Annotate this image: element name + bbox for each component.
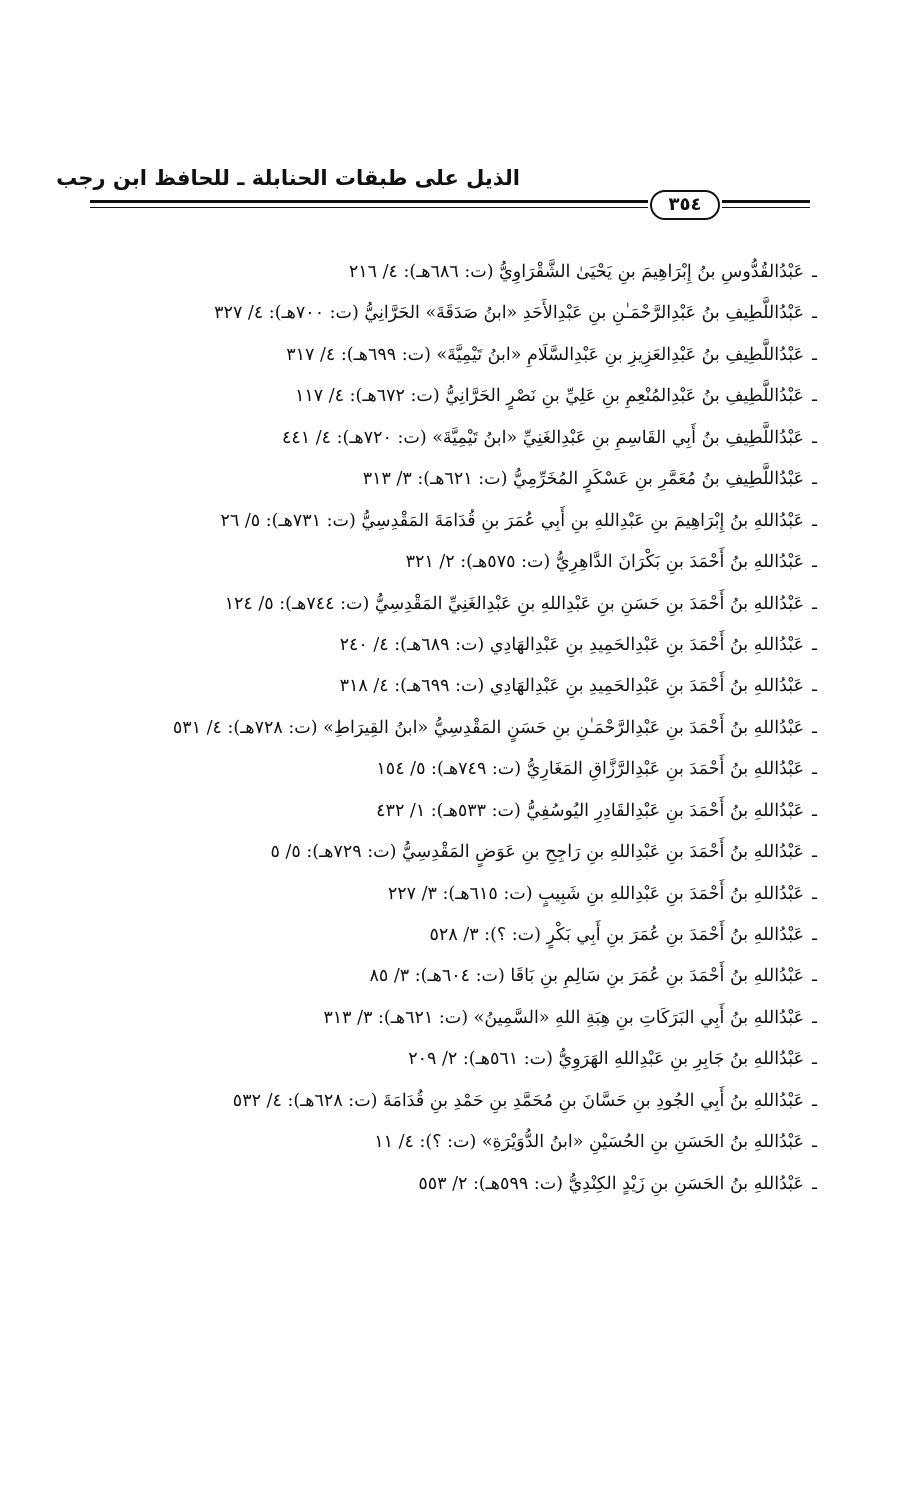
index-entry-list <box>0 252 921 1205</box>
entry-text: عَبْدُاللَّطِيفِ بنُ أَبِي القَاسِمِ بنِ عَبْدِالغَنِيِّ «ابنُ تَيْمِيَّةَ» (ت: ٧٢٠هـ): ٤/ ٤٤١ <box>281 427 805 448</box>
index-entry <box>0 915 921 956</box>
index-entry <box>0 666 921 707</box>
entry-text: عَبْدُاللهِ بنُ أَحْمَدَ بنِ عَبْدِاللهِ بنِ رَاجِحِ بنِ عَوَضٍ المَقْدِسِيُّ (ت: ٧٢٩هـ): ٥/ ٥ <box>270 842 805 863</box>
entry-dash: ـ <box>812 469 817 490</box>
entry-text: عَبْدُاللهِ بنُ أَحْمَدَ بنِ عَبْدِاللهِ بنِ شَبِيبٍ (ت: ٦١٥هـ): ٣/ ٢٢٧ <box>387 883 805 904</box>
entry-text: عَبْدُاللهِ بنُ أَحْمَدَ بنِ عَبْدِالقَادِرِ اليُوسُفِيُّ (ت: ٥٣٣هـ): ١/ ٤٣٢ <box>376 800 805 821</box>
entry-text: عَبْدُاللهِ بنُ الحَسَنِ بنِ زَيْدٍ الكِنْدِيُّ (ت: ٥٩٩هـ): ٢/ ٥٥٣ <box>418 1173 805 1194</box>
index-entry <box>0 293 921 334</box>
index-entry <box>0 335 921 376</box>
entry-dash: ـ <box>812 676 817 697</box>
header-rule-left-thin <box>90 207 648 208</box>
entry-dash: ـ <box>812 386 817 407</box>
entry-dash: ـ <box>812 303 817 324</box>
index-entry <box>0 1081 921 1122</box>
index-entry <box>0 252 921 293</box>
entry-text: عَبْدُاللَّطِيفِ بنُ عَبْدِالعَزِيزِ بنِ عَبْدِالسَّلَامِ «ابنُ تَيْمِيَّةَ» (ت: ٦٩٩هـ): ٤/ ٣١٧ <box>286 344 805 365</box>
index-entry <box>0 376 921 417</box>
entry-text: عَبْدُاللهِ بنُ أَحْمَدَ بنِ عُمَرَ بنِ سَالِمِ بنِ بَاقَا (ت: ٦٠٤هـ): ٣/ ٨٥ <box>369 966 805 987</box>
entry-dash: ـ <box>812 800 817 821</box>
index-entry <box>0 1039 921 1080</box>
entry-dash: ـ <box>812 262 817 282</box>
index-entry <box>0 791 921 832</box>
entry-text: عَبْدُاللهِ بنُ أَبِي الجُودِ بنِ حَسَّانَ بنِ مُحَمَّدِ بنِ حَمْدِ بنِ قُدَامَةَ (ت: ٦٢٨هـ): ٤/ ٥٣٢ <box>232 1090 805 1111</box>
entry-dash: ـ <box>812 1173 817 1194</box>
entry-text: عَبْدُاللهِ بنُ أَحْمَدَ بنِ عُمَرَ بنِ أَبِي بَكْرٍ (ت: ؟): ٣/ ٥٢٨ <box>429 925 805 945</box>
index-entry <box>0 1122 921 1163</box>
entry-text: عَبْدُاللهِ بنُ جَابِرِ بنِ عَبْدِاللهِ الهَرَوِيُّ (ت: ٥٦١هـ): ٢/ ٢٠٩ <box>408 1049 805 1070</box>
entry-text: عَبْدُاللَّطِيفِ بنُ عَبْدِالمُنْعِمِ بنِ عَلِيِّ بنِ نَصْرٍ الحَرَّانِيُّ (ت: ٦٧٢هـ): ٤/ ١١٧ <box>295 386 805 407</box>
index-entry <box>0 998 921 1039</box>
entry-text: عَبْدُاللهِ بنُ أَحْمَدَ بنِ عَبْدِالحَمِيدِ بنِ عَبْدِالهَادِي (ت: ٦٨٩هـ): ٤/ ٢٤٠ <box>339 634 805 655</box>
entry-dash: ـ <box>812 966 817 987</box>
index-entry <box>0 749 921 790</box>
index-entry <box>0 708 921 749</box>
page-number: ٣٥٤ <box>650 190 720 220</box>
index-entry <box>0 1164 921 1205</box>
index-entry <box>0 625 921 666</box>
entry-dash: ـ <box>812 593 817 614</box>
index-entry <box>0 874 921 915</box>
entry-text: عَبْدُاللهِ بنُ أَحْمَدَ بنِ حَسَنِ بنِ عَبْدِاللهِ بنِ عَبْدِالغَنِيِّ المَقْدِسِيُّ (ت: ٧٤٤هـ): ٥/ ١٢٤ <box>224 593 805 614</box>
entry-text: عَبْدُاللَّطِيفِ بنُ عَبْدِالرَّحْمَـٰنِ بنِ عَبْدِالأَحَدِ «ابنُ صَدَقَةَ» الحَرَّانِيُّ (ت: ٧٠٠هـ): ٤/ ٣٢٧ <box>214 303 805 324</box>
entry-text: عَبْدُاللهِ بنُ أَحْمَدَ بنِ بَكْرَانَ الدَّاهِرِيُّ (ت: ٥٧٥هـ): ٢/ ٣٢١ <box>405 552 805 573</box>
entry-text: عَبْدُاللهِ بنُ أَحْمَدَ بنِ عَبْدِالحَمِيدِ بنِ عَبْدِالهَادِي (ت: ٦٩٩هـ): ٤/ ٣١٨ <box>339 676 805 697</box>
running-title: الذيل على طبقات الحنابلة ـ للحافظ ابن رجب <box>56 166 520 190</box>
entry-dash: ـ <box>812 510 817 531</box>
entry-dash: ـ <box>812 842 817 863</box>
entry-dash: ـ <box>812 1090 817 1111</box>
index-entry <box>0 832 921 873</box>
header-rule-right-thin <box>722 207 810 208</box>
entry-dash: ـ <box>812 925 817 945</box>
index-entry <box>0 418 921 459</box>
entry-dash: ـ <box>812 717 817 738</box>
index-entry <box>0 459 921 500</box>
entry-dash: ـ <box>812 883 817 904</box>
entry-text: عَبْدُاللهِ بنُ أَبِي البَرَكَاتِ بنِ هِبَةِ اللهِ «السَّمِينُ» (ت: ٦٢١هـ): ٣/ ٣١٣ <box>323 1007 805 1028</box>
entry-dash: ـ <box>812 759 817 780</box>
header-rule-right <box>722 200 810 203</box>
entry-text: عَبْدُاللهِ بنُ إِبْرَاهِيمَ بنِ عَبْدِاللهِ بنِ أَبِي عُمَرَ بنِ قُدَامَةَ المَقْدِسِيُّ (ت: ٧٣١هـ): ٥/ ٢٦ <box>220 510 805 531</box>
entry-dash: ـ <box>812 1132 817 1153</box>
entry-dash: ـ <box>812 552 817 573</box>
index-entry <box>0 584 921 625</box>
entry-dash: ـ <box>812 634 817 655</box>
index-entry <box>0 501 921 542</box>
entry-dash: ـ <box>812 427 817 448</box>
entry-dash: ـ <box>812 1007 817 1028</box>
entry-text: عَبْدُالقُدُّوسِ بنُ إِبْرَاهِيمَ بنِ يَحْيَىٰ الشَّقْرَاوِيُّ (ت: ٦٨٦هـ): ٤/ ٢١٦ <box>348 262 805 282</box>
index-entry <box>0 956 921 997</box>
entry-text: عَبْدُاللهِ بنُ أَحْمَدَ بنِ عَبْدِالرَّحْمَـٰنِ بنِ حَسَنٍ المَقْدِسِيُّ «ابنُ القِيرَاطِ» (ت: ٧٢٨هـ): ٤/ ٥٣١ <box>172 717 805 738</box>
entry-dash: ـ <box>812 344 817 365</box>
entry-text: عَبْدُاللهِ بنُ أَحْمَدَ بنِ عَبْدِالرَّزَّاقِ المَغَارِيُّ (ت: ٧٤٩هـ): ٥/ ١٥٤ <box>376 759 805 780</box>
index-entry <box>0 542 921 583</box>
entry-text: عَبْدُاللهِ بنُ الحَسَنِ بنِ الحُسَيْنِ «ابنُ الدُّوَيْرَةِ» (ت: ؟): ٤/ ١١ <box>374 1132 805 1153</box>
header-rule-left <box>90 200 648 203</box>
entry-text: عَبْدُاللَّطِيفِ بنُ مُعَمَّرِ بنِ عَسْكَرٍ المُخَرِّمِيُّ (ت: ٦٢١هـ): ٣/ ٣١٣ <box>362 469 805 490</box>
entry-dash: ـ <box>812 1049 817 1070</box>
